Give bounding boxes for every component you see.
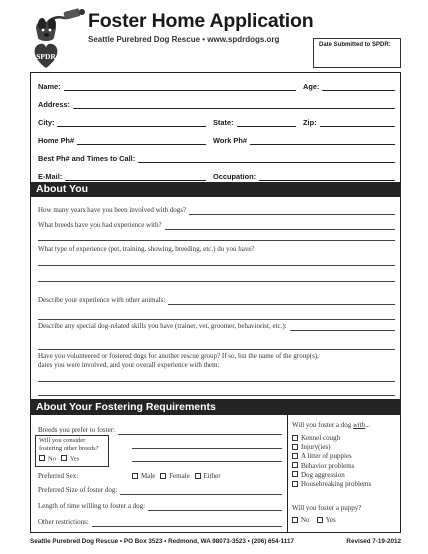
about-you-heading: About You (30, 182, 401, 197)
puppy-options (292, 516, 336, 524)
puppy-no-label: No (301, 516, 310, 524)
condition-item[interactable]: Housebreaking problems (292, 480, 371, 489)
page-title: Foster Home Application (88, 10, 314, 32)
experience-type-question: What type of experience (pet, training, showing, breeding, etc.) do you have? (38, 245, 255, 253)
puppy-question: Will you foster a puppy? (292, 504, 362, 512)
consider-yes-checkbox[interactable] (61, 455, 67, 461)
contact-info-section (30, 72, 401, 186)
breeds-experience-field[interactable] (38, 220, 395, 230)
column-divider (287, 415, 288, 533)
footer-address: Seattle Purebred Dog Rescue • PO Box 3523 • Redmond, WA 98073-3523 • (206) 654-1117 (30, 538, 294, 545)
date-submitted-box[interactable] (313, 38, 401, 68)
zip-label: Zip: (303, 118, 317, 127)
answer-line[interactable] (38, 319, 395, 320)
answer-line[interactable] (38, 265, 395, 266)
logo-text: SPDR (36, 52, 56, 61)
special-skills-field[interactable] (38, 321, 395, 331)
condition-item[interactable]: Behavior problems (292, 462, 371, 471)
name-label: Name: (38, 82, 61, 91)
female-label: Female (169, 472, 190, 480)
preferred-size-field[interactable] (38, 485, 282, 495)
work-phone-label: Work Ph# (213, 136, 247, 145)
fostering-section (30, 415, 401, 533)
application-page (30, 8, 401, 548)
years-with-dogs-question: How many years have you been involved with dogs? (38, 206, 187, 214)
puppy-no-checkbox[interactable] (292, 517, 298, 523)
other-animals-question: Describe your experience with other animals: (38, 296, 166, 304)
fostering-heading: About Your Fostering Requirements (30, 400, 401, 415)
condition-item[interactable]: Injury(ies) (292, 443, 371, 452)
preferred-sex-options (132, 472, 221, 480)
consider-label-line-2: fostering other breeds? (39, 445, 99, 452)
city-field[interactable] (38, 115, 206, 127)
either-checkbox[interactable] (195, 473, 201, 479)
home-phone-label: Home Ph# (38, 136, 75, 145)
consider-no-label: No (48, 455, 56, 463)
condition-item[interactable]: A litter of puppies (292, 452, 371, 461)
answer-line[interactable] (132, 448, 282, 449)
email-field[interactable] (38, 169, 206, 181)
answer-line[interactable] (38, 381, 395, 382)
volunteer-question-line-2: dates you were involved, and your overall experience with them: (38, 361, 220, 369)
about-you-section (30, 197, 401, 400)
name-field[interactable] (38, 79, 296, 91)
address-field[interactable] (38, 97, 395, 109)
condition-item[interactable]: Kennel cough (292, 434, 371, 443)
preferred-sex-label: Preferred Sex: (38, 472, 79, 480)
other-restrictions-label: Other restrictions: (38, 518, 89, 526)
zip-field[interactable] (303, 115, 395, 127)
spdr-logo (30, 8, 88, 68)
consider-yes-label: Yes (69, 455, 80, 463)
male-checkbox[interactable] (132, 473, 138, 479)
consider-label-line-1: Will you consider (39, 437, 86, 444)
consider-no-checkbox[interactable] (39, 455, 45, 461)
state-label: State: (213, 118, 234, 127)
answer-line[interactable] (38, 349, 395, 350)
age-label: Age: (303, 82, 320, 91)
other-restrictions-field[interactable] (38, 517, 282, 527)
occupation-field[interactable] (213, 169, 395, 181)
answer-line[interactable] (38, 240, 395, 241)
female-checkbox[interactable] (160, 473, 166, 479)
conditions-list (292, 434, 371, 489)
address-label: Address: (38, 100, 71, 109)
male-label: Male (141, 472, 156, 480)
page-subtitle: Seattle Purebred Dog Rescue • www.spdrdogs.org (88, 35, 280, 44)
best-phone-field[interactable] (38, 151, 395, 163)
length-time-label: Length of time willing to foster a dog: (38, 502, 146, 510)
home-phone-field[interactable] (38, 133, 206, 145)
occupation-label: Occupation: (213, 172, 257, 181)
length-time-field[interactable] (38, 501, 282, 511)
answer-line[interactable] (38, 395, 395, 396)
date-submitted-label: Date Submitted to SPDR: (319, 42, 391, 48)
preferred-size-label: Preferred Size of foster dog: (38, 486, 118, 494)
breeds-experience-question: What breeds have you had experience with? (38, 221, 162, 229)
special-skills-question: Describe any special dog-related skills you have (trainer, vet, groomer, behaviorist, etc.): (38, 322, 287, 330)
puppy-yes-label: Yes (325, 516, 336, 524)
breeds-prefer-label: Breeds you prefer to foster: (38, 426, 115, 434)
city-label: City: (38, 118, 55, 127)
age-field[interactable] (303, 79, 395, 91)
best-phone-label: Best Ph# and Times to Call: (38, 154, 136, 163)
answer-line[interactable] (132, 461, 282, 462)
either-label: Either (203, 472, 221, 480)
work-phone-field[interactable] (213, 133, 395, 145)
other-animals-field[interactable] (38, 295, 395, 305)
foster-with-question: Will you foster a dog with... (292, 421, 371, 429)
consider-other-breeds-box (35, 435, 109, 467)
puppy-yes-checkbox[interactable] (317, 517, 323, 523)
breeds-prefer-field[interactable] (38, 425, 282, 435)
email-label: E-Mail: (38, 172, 63, 181)
years-with-dogs-field[interactable] (38, 205, 395, 215)
volunteer-question-line-1: Have you volunteered or fostered dogs for another rescue group? If so, list the name of the group(s), (38, 352, 319, 360)
answer-line[interactable] (38, 281, 395, 282)
state-field[interactable] (213, 115, 296, 127)
footer-revised: Revised 7-19-2012 (346, 538, 401, 545)
condition-item[interactable]: Dog aggression (292, 471, 371, 480)
